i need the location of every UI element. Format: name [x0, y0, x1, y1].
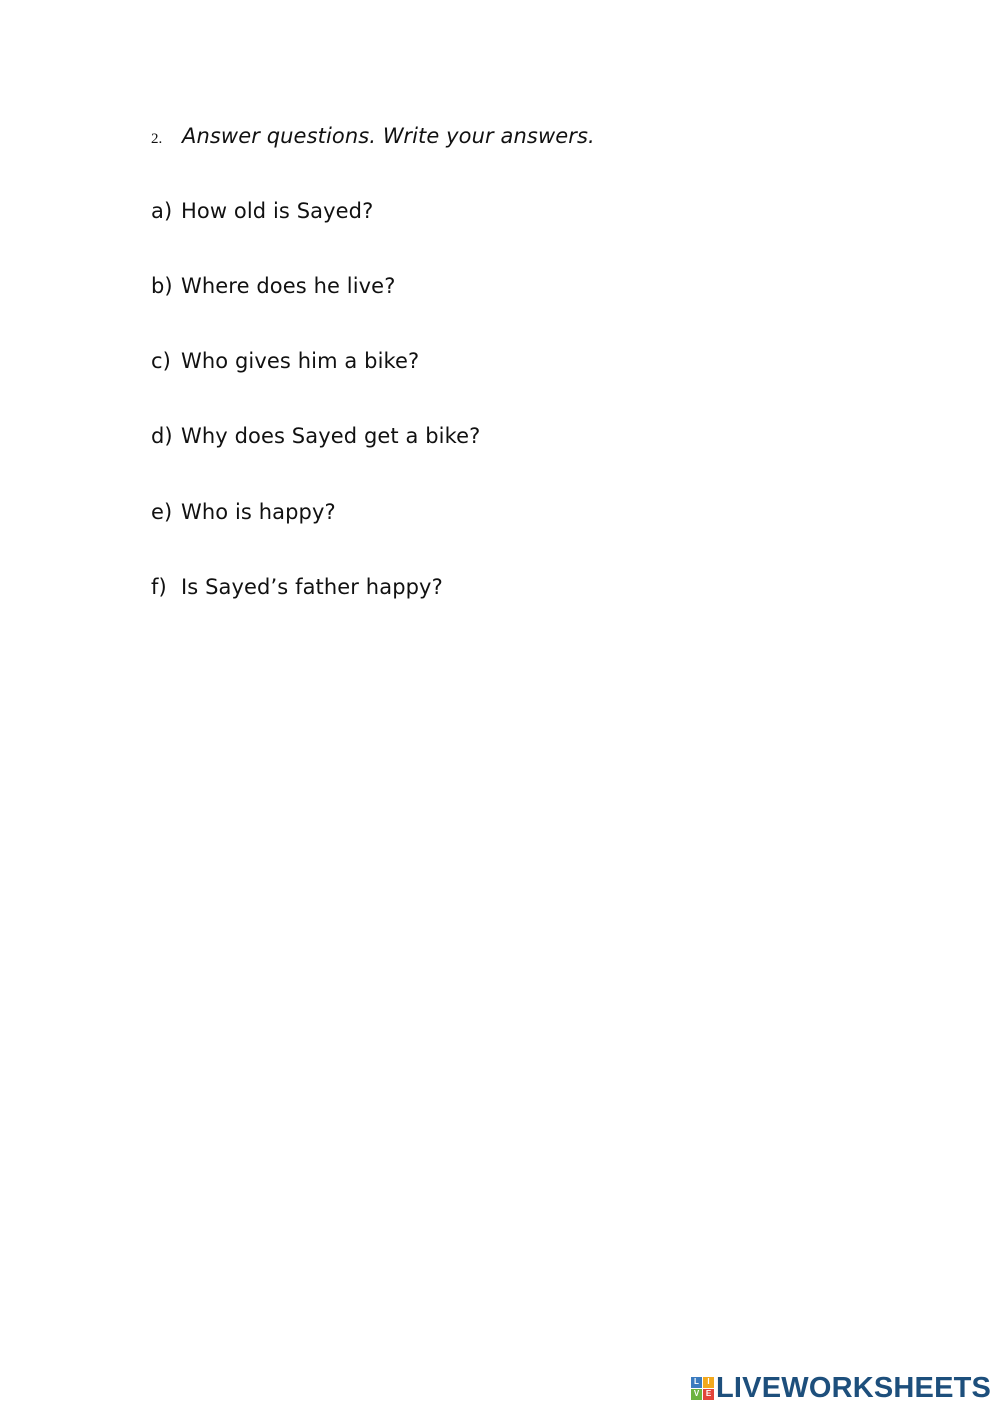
question-text: Where does he live? [181, 274, 396, 298]
question-letter: d) [151, 424, 173, 448]
question-text: How old is Sayed? [181, 199, 374, 223]
question-item [151, 274, 395, 298]
question-letter: e) [151, 500, 173, 524]
question-letter: c) [151, 349, 171, 373]
question-text: Is Sayed’s father happy? [181, 575, 443, 599]
question-text: Who gives him a bike? [181, 349, 420, 373]
question-text: Why does Sayed get a bike? [181, 424, 481, 448]
question-letter: a) [151, 199, 173, 223]
question-letter: f) [151, 575, 167, 599]
question-item [151, 424, 480, 448]
logo-square-i: I [703, 1377, 714, 1388]
question-text: Who is happy? [181, 500, 336, 524]
logo-square-l: L [691, 1377, 702, 1388]
question-letter: b) [151, 274, 173, 298]
logo-square-v: V [691, 1389, 702, 1400]
instruction-number: 2. [151, 131, 163, 147]
instruction-line [151, 124, 595, 154]
logo-square-e: E [703, 1389, 714, 1400]
question-item [151, 349, 419, 373]
question-item [151, 500, 336, 524]
liveworksheets-logo [691, 1372, 991, 1404]
instruction-text: Answer questions. Write your answers. [182, 124, 595, 148]
logo-squares-icon [691, 1377, 714, 1400]
question-item [151, 199, 373, 223]
question-item [151, 575, 443, 599]
logo-text: LIVEWORKSHEETS [716, 1371, 992, 1404]
